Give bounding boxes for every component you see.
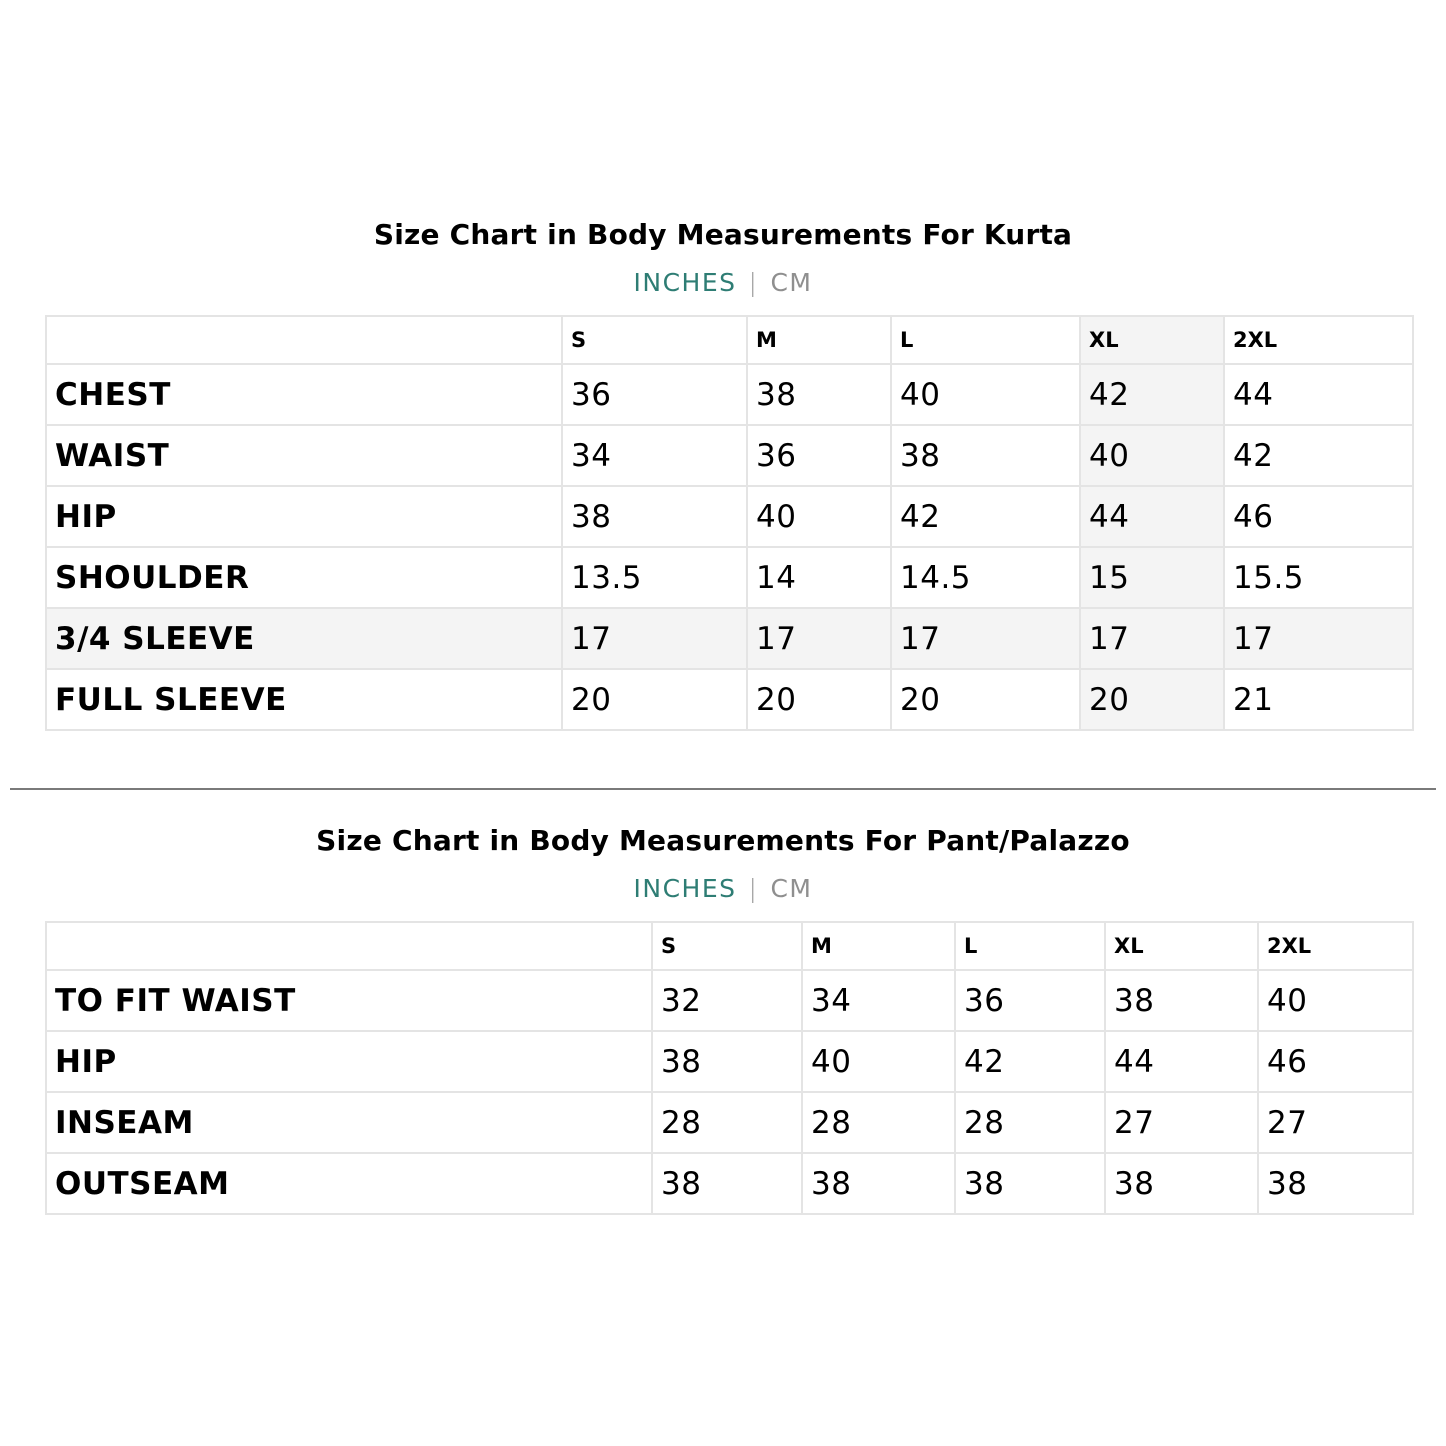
pant-cm-tab[interactable]: CM <box>770 874 813 903</box>
table-row <box>46 1031 1413 1092</box>
cell-value: 46 <box>1224 486 1413 547</box>
kurta-chart-title: Size Chart in Body Measurements For Kurta <box>373 218 1073 251</box>
table-row <box>46 486 1413 547</box>
header-size-2xl: 2XL <box>1258 922 1413 970</box>
cell-value: 17 <box>1224 608 1413 669</box>
cell-value: 34 <box>802 970 955 1031</box>
cell-value: 42 <box>1080 364 1224 425</box>
kurta-unit-toggle <box>0 258 1446 308</box>
pant-inches-tab[interactable]: INCHES <box>633 874 737 903</box>
row-label: SHOULDER <box>46 547 562 608</box>
table-header-row <box>46 316 1413 364</box>
table-row <box>46 1153 1413 1214</box>
cell-value: 38 <box>891 425 1080 486</box>
pant-size-table <box>45 921 1414 1215</box>
cell-value: 28 <box>955 1092 1105 1153</box>
kurta-size-chart <box>0 212 1446 718</box>
kurta-cm-tab[interactable]: CM <box>770 268 813 297</box>
cell-value: 38 <box>802 1153 955 1214</box>
row-label: 3/4 SLEEVE <box>46 608 562 669</box>
cell-value: 28 <box>652 1092 802 1153</box>
cell-value: 38 <box>1105 1153 1258 1214</box>
cell-value: 38 <box>652 1153 802 1214</box>
unit-separator: | <box>748 268 759 297</box>
cell-value: 42 <box>891 486 1080 547</box>
table-row <box>46 425 1413 486</box>
cell-value: 34 <box>562 425 747 486</box>
cell-value: 20 <box>562 669 747 730</box>
cell-value: 21 <box>1224 669 1413 730</box>
cell-value: 17 <box>747 608 891 669</box>
header-size-2xl: 2XL <box>1224 316 1413 364</box>
cell-value: 38 <box>747 364 891 425</box>
header-size-s: S <box>652 922 802 970</box>
table-header-row <box>46 922 1413 970</box>
row-label: WAIST <box>46 425 562 486</box>
cell-value: 27 <box>1258 1092 1413 1153</box>
cell-value: 20 <box>1080 669 1224 730</box>
header-blank <box>46 922 652 970</box>
cell-value: 14 <box>747 547 891 608</box>
kurta-inches-tab[interactable]: INCHES <box>633 268 737 297</box>
cell-value: 28 <box>802 1092 955 1153</box>
cell-value: 42 <box>955 1031 1105 1092</box>
cell-value: 20 <box>747 669 891 730</box>
row-label: INSEAM <box>46 1092 652 1153</box>
cell-value: 36 <box>562 364 747 425</box>
section-divider <box>10 788 1436 790</box>
cell-value: 15 <box>1080 547 1224 608</box>
row-label: FULL SLEEVE <box>46 669 562 730</box>
cell-value: 36 <box>955 970 1105 1031</box>
row-label: OUTSEAM <box>46 1153 652 1214</box>
row-label: HIP <box>46 1031 652 1092</box>
pant-chart-title: Size Chart in Body Measurements For Pant/Palazzo <box>316 824 1130 857</box>
pant-unit-toggle <box>0 864 1446 914</box>
cell-value: 42 <box>1224 425 1413 486</box>
table-row <box>46 970 1413 1031</box>
kurta-size-table <box>45 315 1414 731</box>
table-row <box>46 364 1413 425</box>
header-blank <box>46 316 562 364</box>
cell-value: 27 <box>1105 1092 1258 1153</box>
header-size-xl: XL <box>1105 922 1258 970</box>
cell-value: 15.5 <box>1224 547 1413 608</box>
header-size-l: L <box>955 922 1105 970</box>
cell-value: 36 <box>747 425 891 486</box>
cell-value: 38 <box>1258 1153 1413 1214</box>
cell-value: 38 <box>652 1031 802 1092</box>
header-size-m: M <box>802 922 955 970</box>
cell-value: 40 <box>1080 425 1224 486</box>
header-size-s: S <box>562 316 747 364</box>
table-row <box>46 1092 1413 1153</box>
cell-value: 46 <box>1258 1031 1413 1092</box>
cell-value: 38 <box>1105 970 1258 1031</box>
cell-value: 40 <box>1258 970 1413 1031</box>
cell-value: 14.5 <box>891 547 1080 608</box>
header-size-l: L <box>891 316 1080 364</box>
table-row-highlighted <box>46 608 1413 669</box>
cell-value: 17 <box>891 608 1080 669</box>
cell-value: 17 <box>1080 608 1224 669</box>
unit-separator: | <box>748 874 759 903</box>
row-label: HIP <box>46 486 562 547</box>
cell-value: 38 <box>955 1153 1105 1214</box>
cell-value: 40 <box>802 1031 955 1092</box>
cell-value: 32 <box>652 970 802 1031</box>
cell-value: 20 <box>891 669 1080 730</box>
cell-value: 38 <box>562 486 747 547</box>
table-row <box>46 547 1413 608</box>
cell-value: 40 <box>747 486 891 547</box>
cell-value: 44 <box>1105 1031 1258 1092</box>
cell-value: 44 <box>1224 364 1413 425</box>
cell-value: 40 <box>891 364 1080 425</box>
pant-size-chart <box>0 818 1446 1202</box>
row-label: TO FIT WAIST <box>46 970 652 1031</box>
cell-value: 44 <box>1080 486 1224 547</box>
header-size-m: M <box>747 316 891 364</box>
header-size-xl: XL <box>1080 316 1224 364</box>
row-label: CHEST <box>46 364 562 425</box>
cell-value: 13.5 <box>562 547 747 608</box>
cell-value: 17 <box>562 608 747 669</box>
table-row <box>46 669 1413 730</box>
